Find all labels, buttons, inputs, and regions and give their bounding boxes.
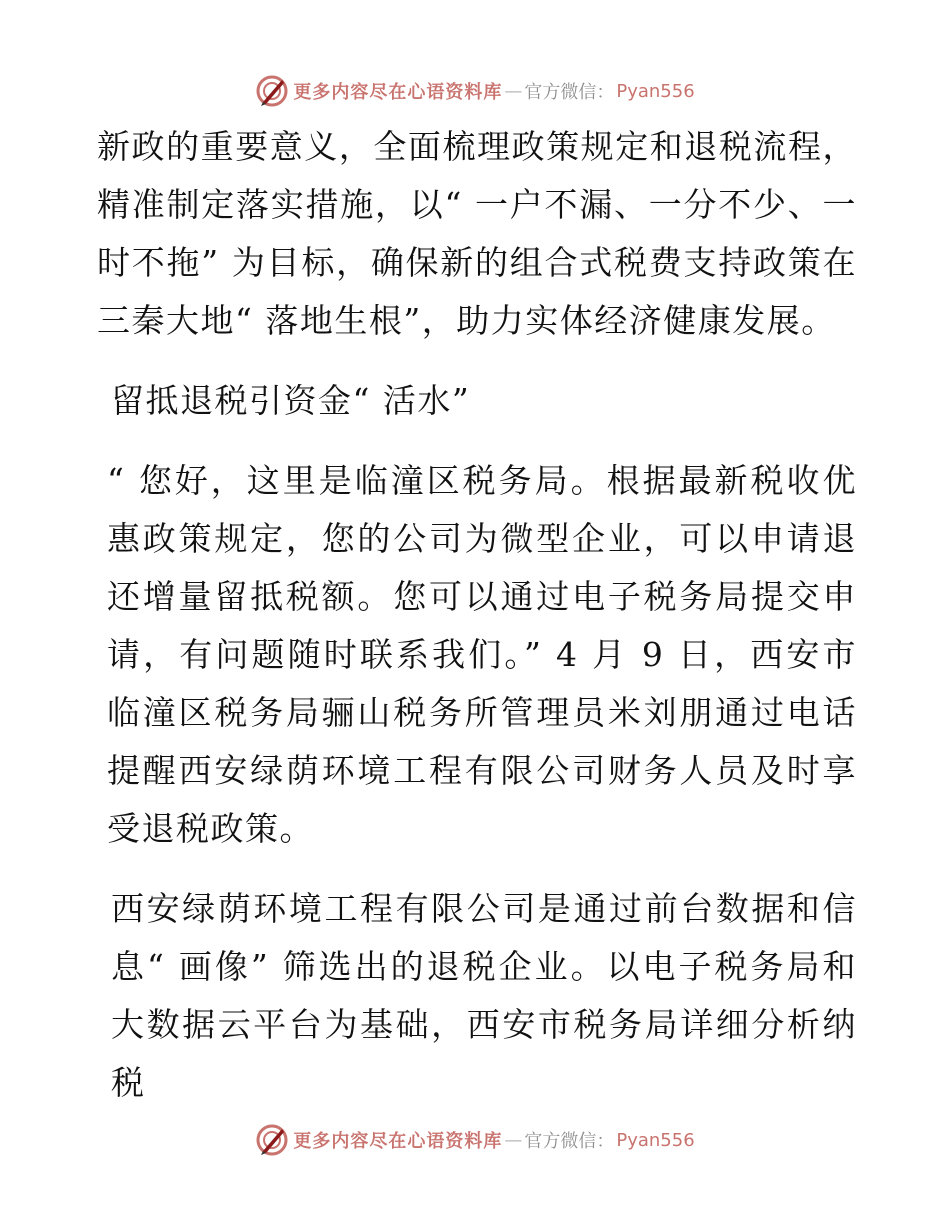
- watermark-wechat-id: Pyan556: [616, 80, 695, 102]
- paragraph-policy-intro: 新政的重要意义，全面梳理政策规定和退税流程，精准制定落实措施，以“ 一户不漏、一分不少、一时不拖” 为目标，确保新的组合式税费支持政策在三秦大地“ 落地生根”，助力实体经济健康发展。: [97, 127, 857, 340]
- watermark-dash: —: [504, 80, 523, 102]
- paragraph-phone-quote: “ 您好，这里是临潼区税务局。根据最新税收优惠政策规定，您的公司为微型企业，可以申请退还增量留抵税额。您可以通过电子税务局提交申请，有问题随时联系我们。” 4 月 9 日，西安市临潼区税务局骊山税务所管理员米刘朋通过电话提醒西安绿荫环境工程有限公司财务人员及时享受退税政策。: [107, 461, 857, 848]
- paragraph-company-profile: 西安绿荫环境工程有限公司是通过前台数据和信息“ 画像” 筛选出的退税企业。以电子税务局和大数据云平台为基础，西安市税务局详细分析纳税: [111, 889, 857, 1102]
- watermark-official-label: 官方微信：: [524, 82, 615, 103]
- quill-seal-icon: [255, 1123, 289, 1157]
- watermark-brand: 更多内容尽在心语资料库: [293, 1131, 503, 1152]
- watermark-official-label: 官方微信：: [524, 1131, 615, 1152]
- document-body: [97, 118, 857, 1112]
- footer-watermark: [0, 1120, 950, 1160]
- header-watermark: [0, 71, 950, 111]
- watermark-brand: 更多内容尽在心语资料库: [293, 82, 503, 103]
- watermark-dash: —: [504, 1129, 523, 1151]
- quill-seal-icon: [255, 74, 289, 108]
- section-heading: 留抵退税引资金“ 活水”: [111, 381, 471, 420]
- watermark-wechat-id: Pyan556: [616, 1129, 695, 1151]
